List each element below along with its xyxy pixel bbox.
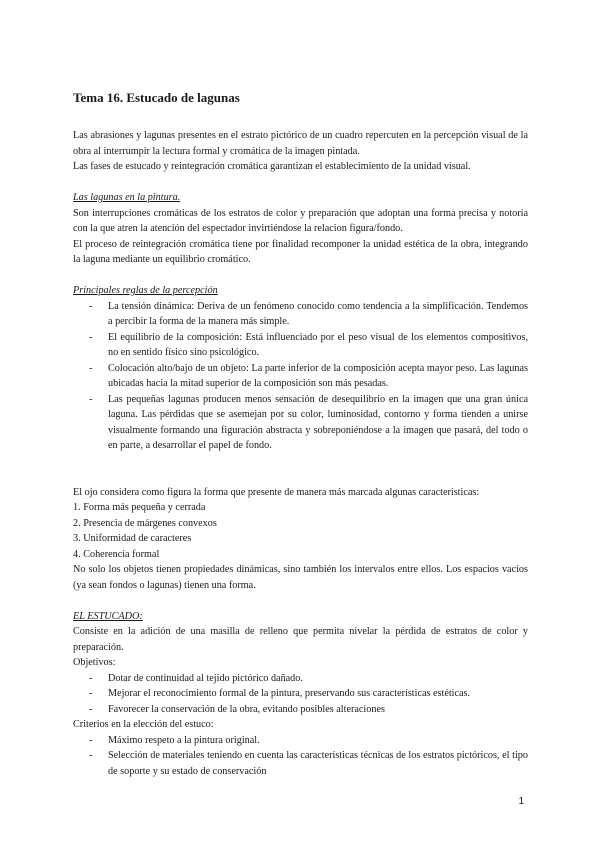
list-item: - Selección de materiales teniendo en cuenta las características técnicas de los estratos pictóricos, el tipo de soporte y su estado de conservación bbox=[73, 748, 528, 779]
list-item: - Máximo respeto a la pintura original. bbox=[73, 733, 528, 749]
section-heading-percepcion: Principales reglas de la percepción bbox=[73, 285, 218, 296]
estucado-definition: Consiste en la adición de una masilla de relleno que permita nivelar la pérdida de estratos de color y preparación. bbox=[73, 626, 528, 653]
lagunas-paragraph-2: El proceso de reintegración cromática tiene por finalidad recomponer la unidad estética de la obra, integrando la laguna mediante un equilibrio cromático. bbox=[73, 238, 528, 265]
intro-paragraph-2: Las fases de estucado y reintegración cromática garantizan el establecimiento de la unidad visual. bbox=[73, 161, 471, 172]
section-heading-lagunas: Las lagunas en la pintura. bbox=[73, 192, 181, 203]
numbered-item: 3. Uniformidad de caracteres bbox=[73, 533, 192, 544]
list-item: - La tensión dinámica: Deriva de un fenómeno conocido como tendencia a la simplificación. Tendemos a percibir la forma de la manera más simple. bbox=[73, 299, 528, 330]
list-item: - Mejorar el reconocimiento formal de la pintura, preservando sus características estéticas. bbox=[73, 686, 528, 702]
figure-closing-paragraph: No solo los objetos tienen propiedades dinámicas, sino también los intervalos entre ellos. Los espacios vacíos (ya sean fondos o lagunas) tienen una forma. bbox=[73, 564, 528, 591]
list-item: - Favorecer la conservación de la obra, evitando posibles alteraciones bbox=[73, 702, 528, 718]
objectives-label: Objetivos: bbox=[73, 657, 116, 668]
numbered-item: 4. Coherencia formal bbox=[73, 548, 160, 560]
objectives-list bbox=[73, 671, 528, 718]
list-item: - El equilibrio de la composición: Está influenciado por el peso visual de los elementos compositivos, no en sentido físico sino psicológico. bbox=[73, 330, 528, 361]
page-content bbox=[73, 90, 528, 779]
page-title: Tema 16. Estucado de lagunas bbox=[73, 90, 240, 105]
lagunas-paragraph-1: Son interrupciones cromáticas de los estratos de color y preparación que adoptan una forma precisa y notoria con la que atren la atención del espectador invirtiéndose la relacion figura/fondo. bbox=[73, 207, 528, 234]
perception-rules-list bbox=[73, 299, 528, 454]
criteria-list bbox=[73, 733, 528, 780]
list-item: - Colocación alto/bajo de un objeto: La parte inferior de la composición acepta mayor peso. Las lagunas ubicadas hacia la mitad superior de la composición son más pesadas. bbox=[73, 361, 528, 392]
numbered-item: 1. Forma más pequeña y cerrada bbox=[73, 502, 206, 513]
list-item: - Las pequeñas lagunas producen menos sensación de desequilibrio en la imagen que una gran única laguna. Las pérdidas que se asemejan por su color, luminosidad, contorno y forma tienden a unirse visualmente formando una figuración abstracta y sobreponiéndose a la imagen que pasará, del todo o en parte, a desarrollar el papel de fondo. bbox=[73, 392, 528, 454]
criteria-label: Criterios en la elección del estuco: bbox=[73, 719, 214, 730]
intro-paragraph-1: Las abrasiones y lagunas presentes en el estrato pictórico de un cuadro repercuten en la percepción visual de la obra al interrumpir la lectura formal y cromática de la imagen pintada. bbox=[73, 130, 528, 157]
list-item: - Dotar de continuidad al tejido pictórico dañado. bbox=[73, 671, 528, 687]
figure-intro-paragraph: El ojo considera como figura la forma que presente de manera más marcada algunas características: bbox=[73, 486, 480, 498]
page-number: 1 bbox=[518, 796, 524, 807]
section-heading-estucado: EL ESTUCADO: bbox=[73, 610, 143, 622]
numbered-item: 2. Presencia de márgenes convexos bbox=[73, 517, 217, 529]
